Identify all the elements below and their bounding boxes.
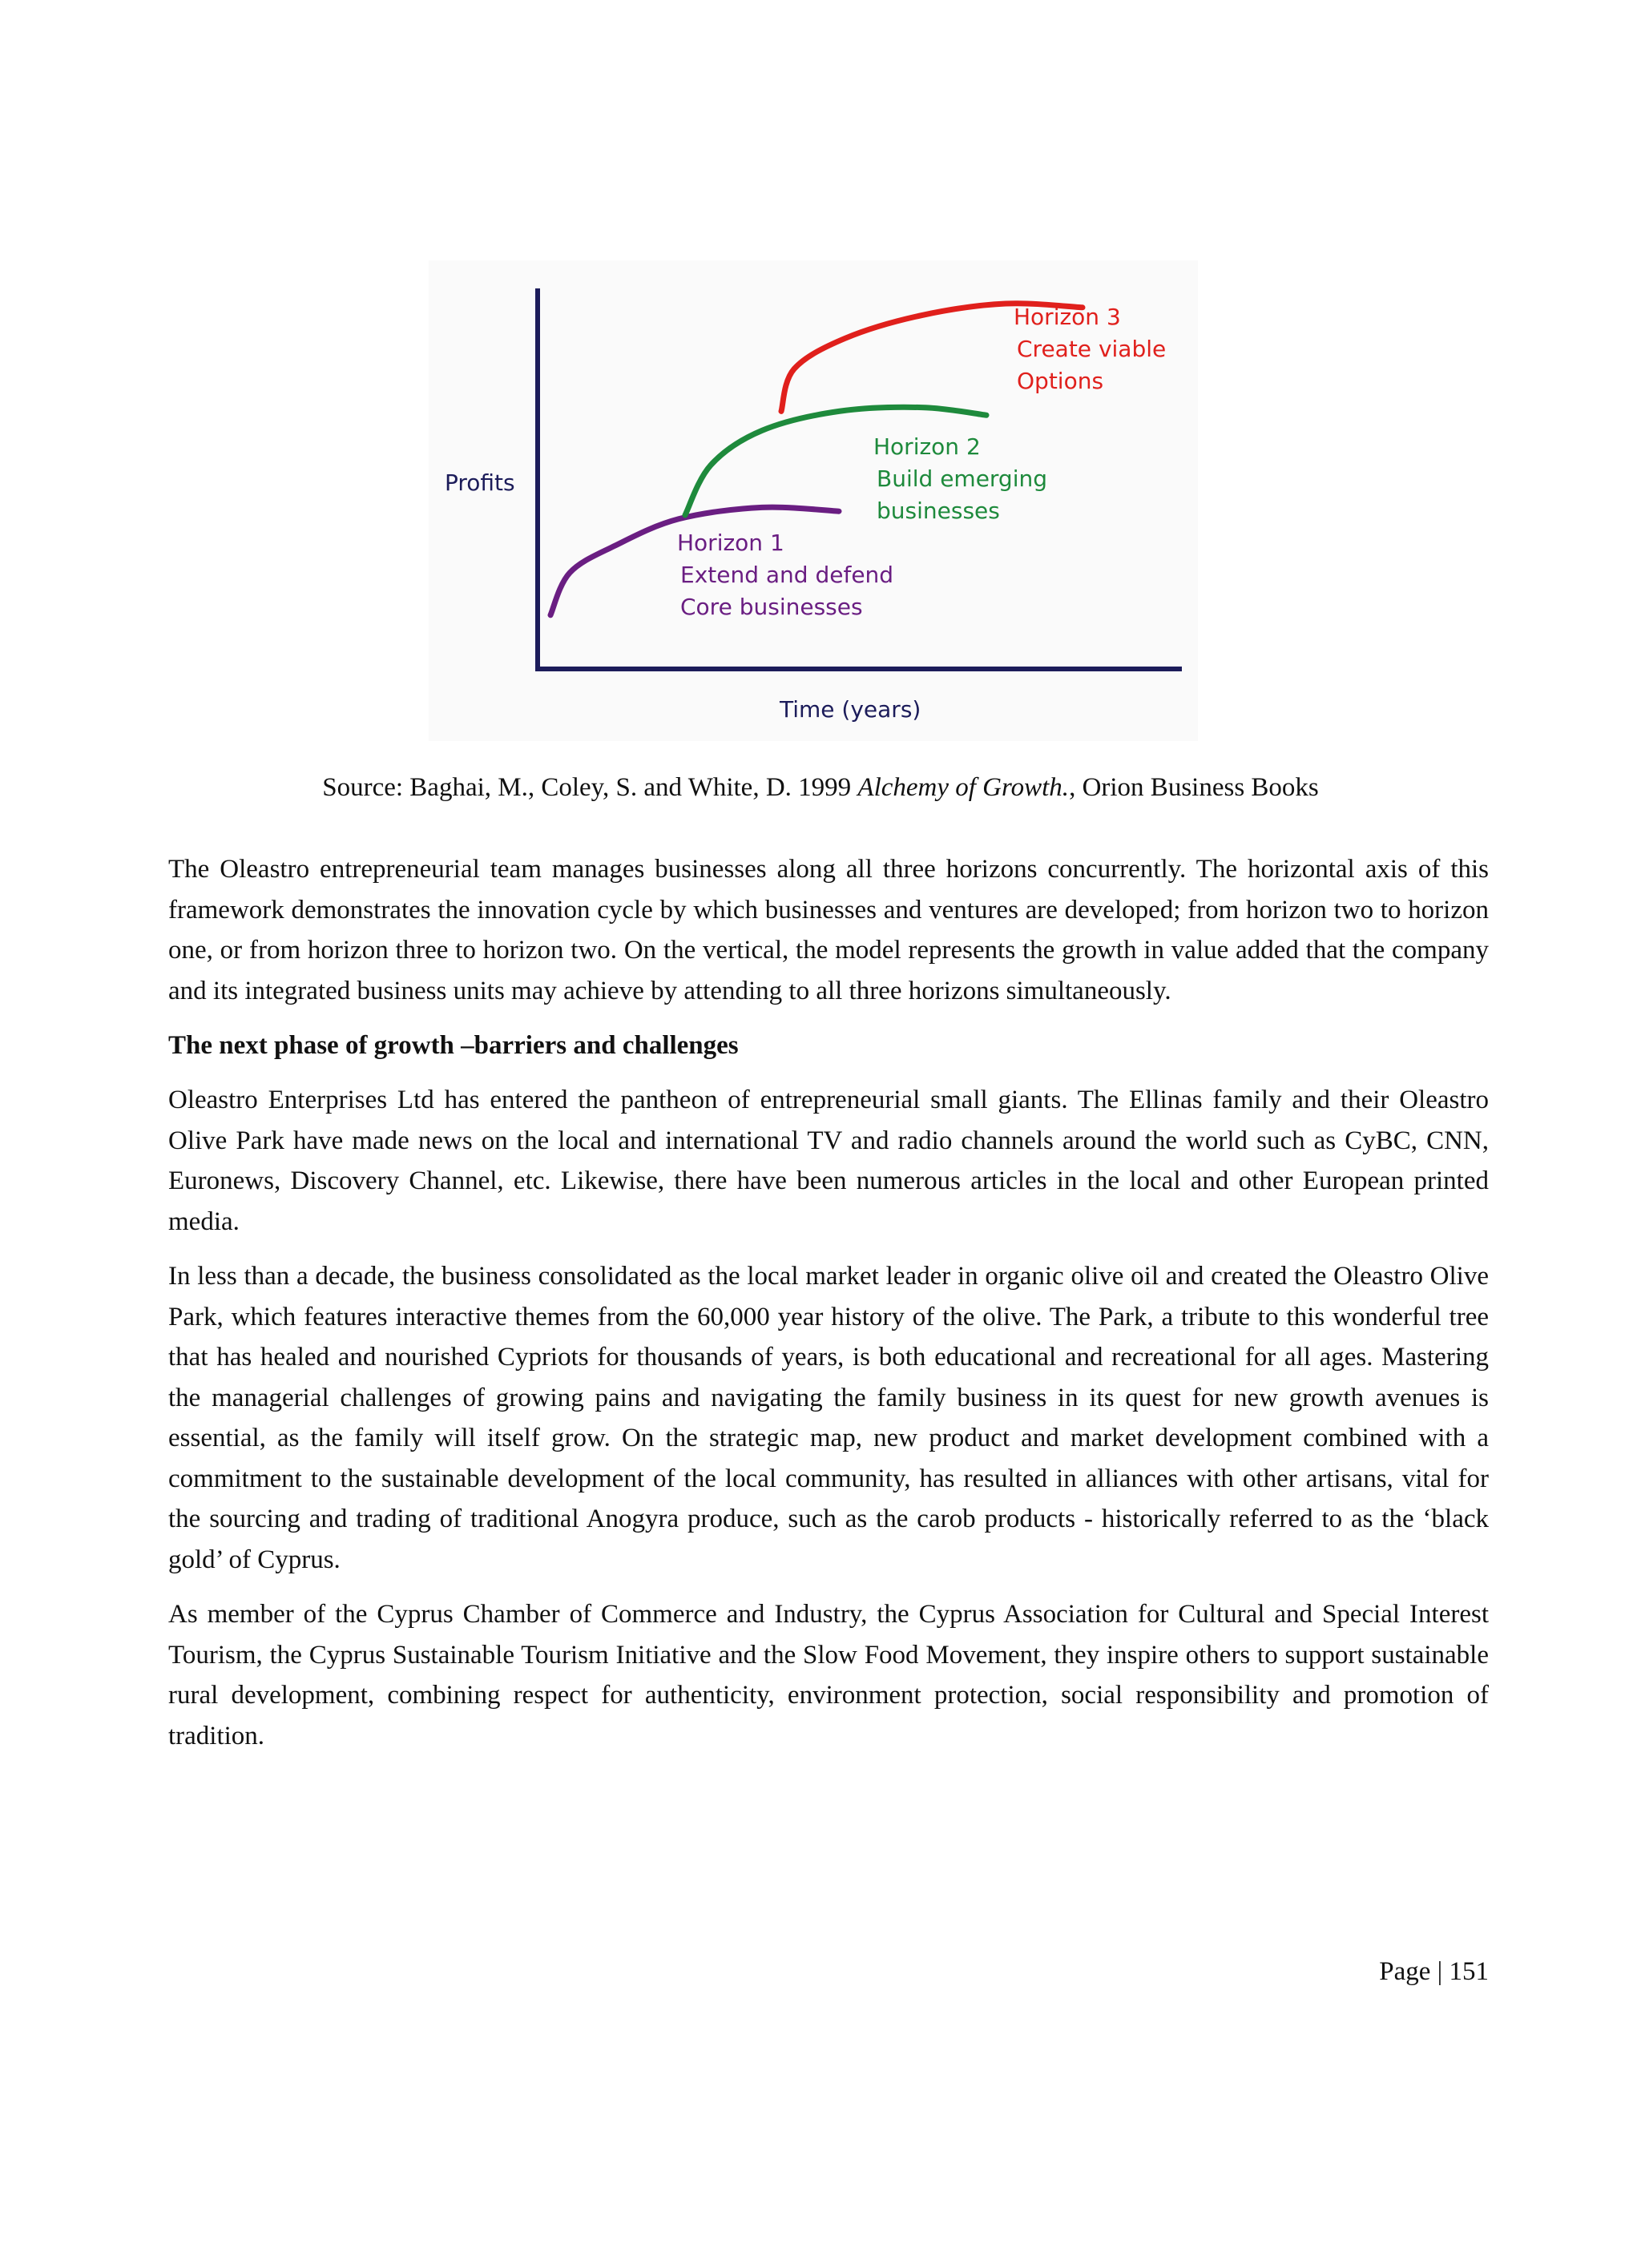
y-axis-label: Profits <box>445 469 515 496</box>
caption-source: Source: Baghai, M., Coley, S. and White, D. 1999 <box>322 773 858 802</box>
section-heading: The next phase of growth –barriers and challenges <box>168 1031 739 1060</box>
three-horizons-chart <box>429 260 1198 741</box>
series-label-horizon-2-line-2: Build emerging <box>877 465 1048 492</box>
page-number: Page | 151 <box>1379 1957 1489 1986</box>
article-body <box>168 849 1489 1770</box>
series-label-horizon-1-line-3: Core businesses <box>680 594 863 620</box>
x-axis-label: Time (years) <box>780 696 921 723</box>
series-label-horizon-1-line-2: Extend and defend <box>680 562 894 588</box>
caption-book-title: Alchemy of Growth. <box>857 773 1070 802</box>
paragraph-memberships: As member of the Cyprus Chamber of Commerce and Industry, the Cyprus Association for Cultural and Special Interest Tourism, the Cyprus Sustainable Tourism Initiative and the Slow Food Movement, they inspire others to support sustainable rural development, combining respect for authenticity, environment protection, social responsibility and promotion of tradition. <box>168 1600 1489 1750</box>
paragraph-horizons: The Oleastro entrepreneurial team manages businesses along all three horizons concurrently. The horizontal axis of this framework demonstrates the innovation cycle by which businesses and ventures are developed; from horizon two to horizon one, or from horizon three to horizon two. On the vertical, the model represents the growth in value added that the company and its integrated business units may achieve by attending to all three horizons simultaneously. <box>168 855 1489 1005</box>
series-label-horizon-1-line-1: Horizon 1 <box>677 530 784 556</box>
three-horizons-figure <box>429 260 1198 741</box>
series-label-horizon-3-line-3: Options <box>1017 368 1104 394</box>
figure-caption <box>0 767 1641 808</box>
paragraph-small-giants: Oleastro Enterprises Ltd has entered the pantheon of entrepreneurial small giants. The Ellinas family and their Oleastro Olive Park have made news on the local and international TV and radio channels around the world such as CyBC, CNN, Euronews, Discovery Channel, etc. Likewise, there have been numerous articles in the local and other European printed media. <box>168 1086 1489 1236</box>
caption-publisher: , Orion Business Books <box>1069 773 1319 802</box>
series-label-horizon-3-line-1: Horizon 3 <box>1014 304 1121 330</box>
series-label-horizon-2-line-1: Horizon 2 <box>873 433 981 460</box>
series-label-horizon-3-line-2: Create viable <box>1017 336 1167 362</box>
series-label-horizon-2-line-3: businesses <box>877 498 1000 524</box>
paragraph-olive-park: In less than a decade, the business consolidated as the local market leader in organic olive oil and created the Oleastro Olive Park, which features interactive themes from the 60,000 year history of the olive. The Park, a tribute to this wonderful tree that has healed and nourished Cypriots for thousands of years, is both educational and recreational for all ages. Mastering the managerial challenges of growing pains and navigating the family business in its quest for new growth avenues is essential, as the family will itself grow. On the strategic map, new product and market development combined with a commitment to the sustainable development of the local community, has resulted in alliances with other artisans, vital for the sourcing and trading of traditional Anogyra produce, such as the carob products - historically referred to as the ‘black gold’ of Cyprus. <box>168 1262 1489 1574</box>
